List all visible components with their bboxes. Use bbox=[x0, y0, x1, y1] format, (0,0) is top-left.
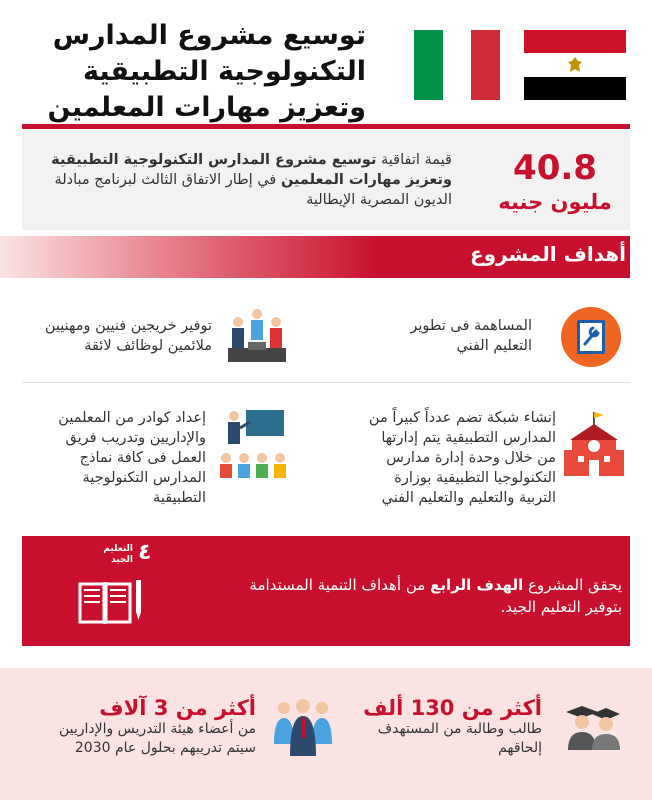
value-description bbox=[32, 150, 452, 210]
header-divider bbox=[22, 124, 630, 129]
stat-staff-line-1: من أعضاء هيئة التدريس والإداريين bbox=[58, 721, 256, 737]
goal-3-line-4: التكنولوجيا التطبيقية بوزارة bbox=[394, 470, 556, 486]
open-book-pen-icon bbox=[76, 576, 144, 626]
stat-students-line-1: طالب وطالبة من المستهدف bbox=[377, 721, 542, 737]
sdg-text-suffix: من أهداف التنمية المستدامة بتوفير التعليم الجيد. bbox=[249, 576, 622, 616]
sdg-number: ٤ bbox=[138, 540, 152, 565]
goal-item bbox=[12, 316, 212, 356]
sdg-text-prefix: يحقق المشروع bbox=[528, 576, 622, 594]
wrench-book-icon bbox=[560, 306, 622, 368]
value-amount: 40.8 bbox=[513, 148, 597, 188]
goal-3-line-3: من خلال وحدة إدارة مدارس bbox=[386, 450, 556, 466]
sdg-label: التعليم الجيد bbox=[103, 544, 133, 565]
stat-students-value: أكثر من 130 ألف bbox=[363, 696, 542, 720]
goals-divider bbox=[22, 382, 630, 383]
stat-staff-line-2: سيتم تدريبهم بحلول عام 2030 bbox=[74, 740, 256, 756]
goal-4-line-5: التطبيقية bbox=[153, 490, 206, 506]
goal-item bbox=[6, 408, 206, 508]
goal-3-line-1: إنشاء شبكة تضم عدداً كبيراً من bbox=[368, 410, 556, 426]
value-desc-bold: توسيع مشروع المدارس التكنولوجية التطبيقية وتعزيز مهارات المعلمين bbox=[51, 152, 452, 188]
value-desc-prefix: قيمة اتفاقية bbox=[381, 152, 452, 168]
staff-group-icon bbox=[272, 694, 334, 760]
italy-flag bbox=[414, 30, 500, 100]
goal-1-line-2: التعليم الفني bbox=[456, 338, 532, 354]
stat-staff bbox=[16, 696, 256, 758]
page-title bbox=[26, 18, 366, 126]
title-line-3: وتعزيز مهارات المعلمين bbox=[47, 92, 366, 123]
stat-students-line-2: إلحاقهم bbox=[498, 740, 542, 756]
eagle-emblem-icon bbox=[565, 55, 585, 75]
teacher-board-icon bbox=[216, 408, 288, 482]
goal-4-line-4: المدارس التكنولوجية bbox=[82, 470, 206, 486]
goal-3-line-2: المدارس التطبيقية يتم إدارتها bbox=[381, 430, 556, 446]
goal-2-line-1: توفير خريجين فنيين ومهنيين bbox=[44, 318, 212, 334]
goal-3-line-5: التربية والتعليم والتعليم الفني bbox=[381, 490, 556, 506]
podium-people-icon bbox=[226, 304, 288, 364]
graduates-icon bbox=[562, 702, 626, 752]
goal-1-line-1: المساهمة فى تطوير bbox=[410, 318, 532, 334]
egypt-flag bbox=[524, 30, 626, 100]
stat-students bbox=[342, 696, 542, 758]
sdg-description bbox=[222, 574, 622, 618]
goal-item bbox=[316, 408, 556, 508]
goal-item bbox=[332, 316, 532, 356]
goal-2-line-2: ملائمين لوظائف لائقة bbox=[84, 338, 212, 354]
value-desc-suffix: في إطار الاتفاق الثالث لبرنامج مبادلة الديون المصرية الإيطالية bbox=[54, 172, 452, 208]
stat-staff-value: أكثر من 3 آلاف bbox=[99, 696, 256, 720]
goal-4-line-2: والإداريين وتدريب فريق bbox=[65, 430, 206, 446]
goal-4-line-3: العمل فى كافة نماذج bbox=[79, 450, 206, 466]
sdg-text-bold: الهدف الرابع bbox=[430, 576, 524, 594]
goals-title: أهداف المشروع bbox=[470, 242, 626, 266]
title-line-2: التكنولوجية التطبيقية bbox=[83, 56, 366, 87]
title-line-1: توسيع مشروع المدارس bbox=[52, 20, 366, 51]
school-building-icon bbox=[562, 410, 626, 480]
goal-4-line-1: إعداد كوادر من المعلمين bbox=[58, 410, 206, 426]
value-unit: مليون جنيه bbox=[498, 190, 612, 214]
